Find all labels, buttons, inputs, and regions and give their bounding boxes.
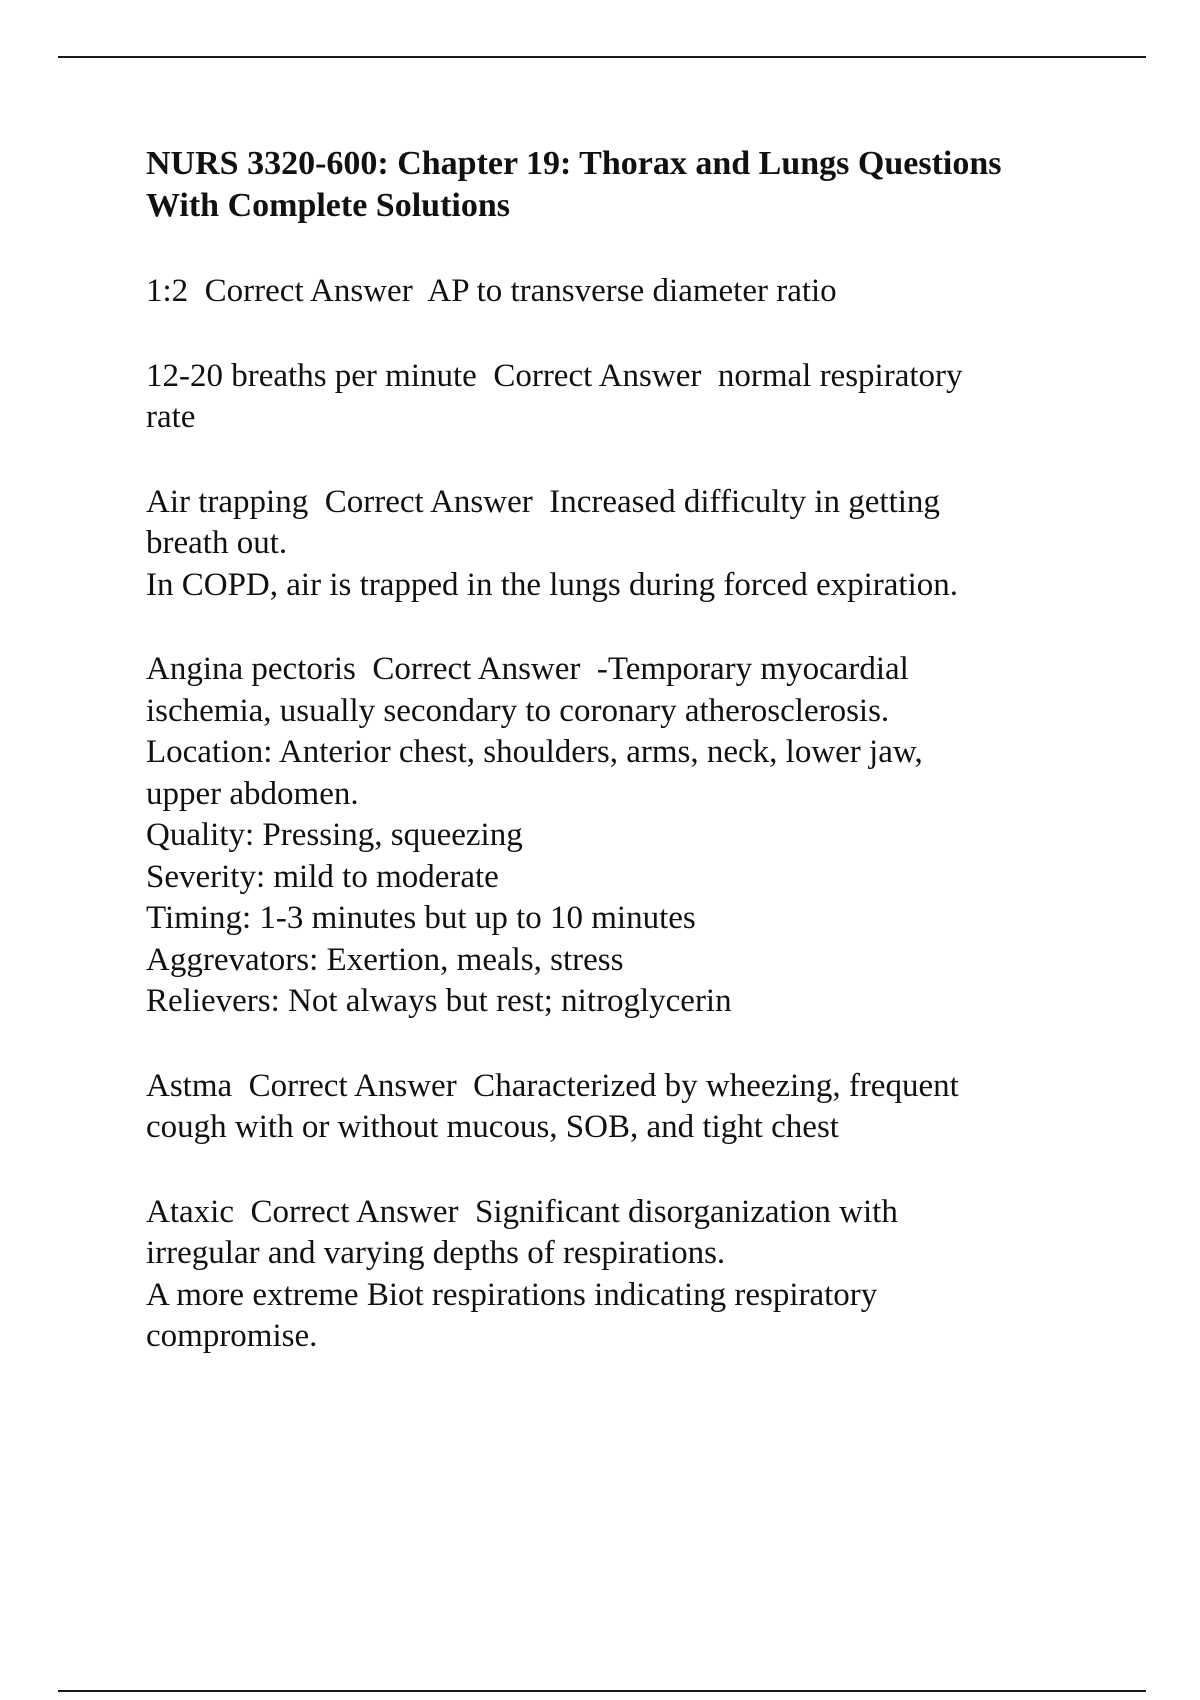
- title-line: With Complete Solutions: [146, 187, 510, 224]
- entry-line: compromise.: [146, 1318, 318, 1354]
- entry-line: Quality: Pressing, squeezing: [146, 817, 523, 853]
- document-body: [146, 143, 1086, 1401]
- qa-entry: [146, 356, 1086, 439]
- entry-line: breath out.: [146, 525, 288, 561]
- entry-line: Ataxic Correct Answer Significant disorganization with: [146, 1193, 898, 1230]
- qa-entry: [146, 1066, 1086, 1149]
- entry-line: 1:2 Correct Answer AP to transverse diameter ratio: [146, 273, 837, 309]
- qa-entry: [146, 271, 1086, 313]
- entry-line: A more extreme Biot respirations indicating respiratory: [146, 1276, 878, 1313]
- qa-entry: [146, 482, 1086, 607]
- entry-line: Astma Correct Answer Characterized by wheezing, frequent: [146, 1067, 959, 1104]
- entry-line: Timing: 1-3 minutes but up to 10 minutes: [146, 900, 696, 936]
- entry-line: cough with or without mucous, SOB, and tight chest: [146, 1109, 839, 1145]
- title-line: NURS 3320-600: Chapter 19: Thorax and Lungs Questions: [146, 145, 1002, 182]
- entry-line: Air trapping Correct Answer Increased difficulty in getting: [146, 483, 940, 520]
- entry-line: upper abdomen.: [146, 775, 359, 812]
- qa-entry: [146, 649, 1086, 1023]
- bottom-divider: [58, 1690, 1146, 1692]
- entry-line: Location: Anterior chest, shoulders, arms, neck, lower jaw,: [146, 734, 923, 770]
- entry-line: Aggrevators: Exertion, meals, stress: [146, 941, 624, 978]
- document-title: [146, 143, 1086, 227]
- top-divider: [58, 56, 1146, 58]
- entry-line: In COPD, air is trapped in the lungs during forced expiration.: [146, 566, 958, 603]
- entry-line: 12-20 breaths per minute Correct Answer normal respiratory: [146, 357, 963, 394]
- entry-line: Severity: mild to moderate: [146, 858, 499, 895]
- qa-entry: [146, 1192, 1086, 1358]
- entry-line: Relievers: Not always but rest; nitroglycerin: [146, 983, 732, 1019]
- entry-line: Angina pectoris Correct Answer -Temporary myocardial: [146, 651, 909, 687]
- entry-line: rate: [146, 399, 196, 435]
- entry-line: ischemia, usually secondary to coronary atherosclerosis.: [146, 692, 890, 729]
- entry-line: irregular and varying depths of respirations.: [146, 1235, 726, 1271]
